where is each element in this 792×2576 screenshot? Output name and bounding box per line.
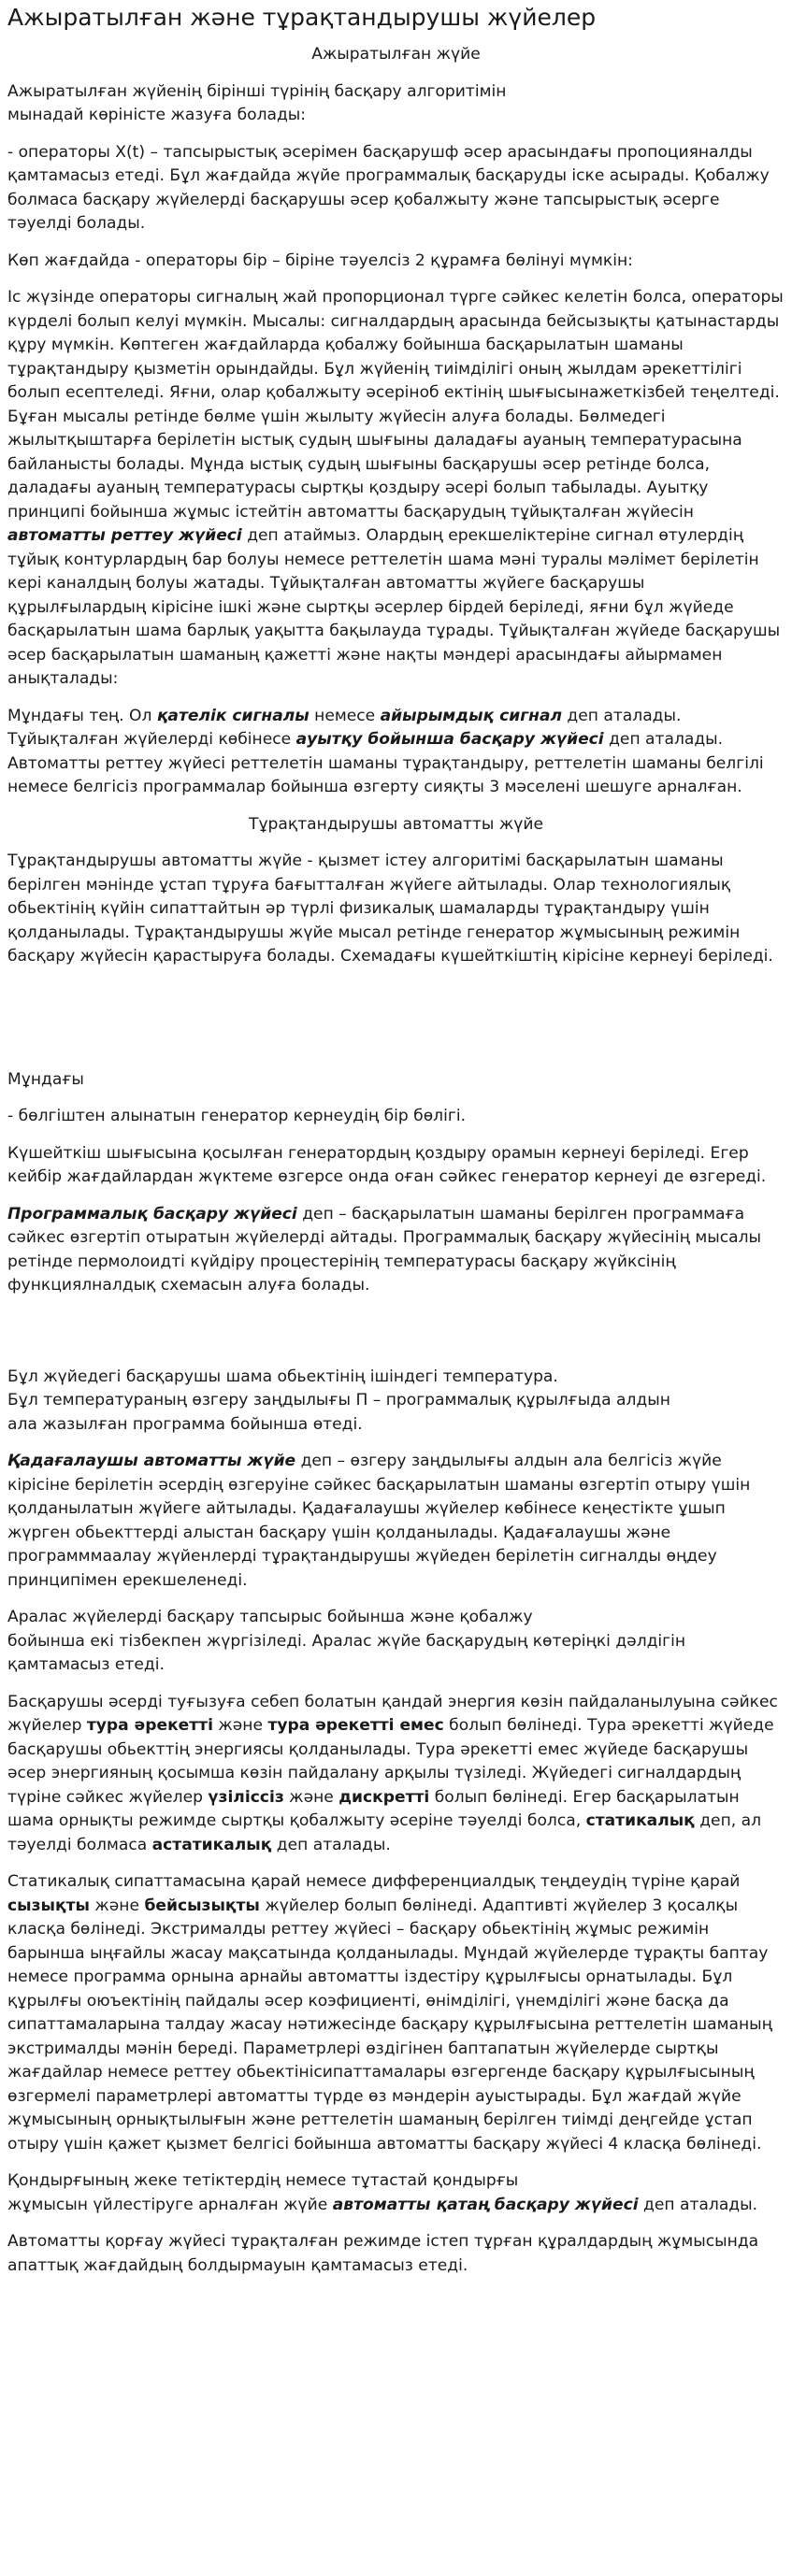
term-linear: сызықты [7, 1896, 90, 1915]
text: деп, ал тәуелді болмаса [7, 1811, 762, 1854]
text: деп аталады. Тұйықталған жүйелерді көбінесе [7, 706, 682, 749]
text: Аралас жүйелерді басқару тапсырыс бойынша және қобалжу [7, 1608, 533, 1626]
text: және [283, 1787, 339, 1807]
text: Іс жүзінде операторы сигналың жай пропорционал түрге сәйкес келетін болса, операторы күрделі болып келуі мүмкін. Мысалы: сигналдардың арасында бейсызықты қатынастарды құру мүмкін. Көптеген жағдайларда қобалжу бойынша басқарылатын шаманы тұрақтандыру қызметін орындайды. Бұл жүйенің тиімділігі оның жылдам әрекеттілігі болып есептеледі. Яғни, олар қобалжыту әсеріноб ектінің шығысынажеткізбей теңелтеді. Бұған мысалы ретінде бөлме үшін жылыту жүйесін алуға болады. Бөлмедегі жылытқыштарға берілетін ыстық судың шығыны даладағы ауаның температурасына байланысты болады. Мұнда ыстық судың шығыны басқарушы әсер ретінде болса, даладағы ауаның температурасы сыртқы қоздыру әсері болып табылады. Ауытқу принципі бойынша жұмыс істейтін автоматты басқарудың тұйықталған жүйесін [7, 288, 784, 522]
document-page [0, 4, 792, 2278]
text: деп атаймыз. Олардың ерекшеліктеріне сигнал өтулердің тұйық контурлардың бар болуы немесе реттелетін шама мәні туралы мәлімет берілетін кері каналдың болуы жатады. Тұйықталған автоматты жүйеге басқарушы құрылғылардың кірісіне ішкі және сыртқы әсерлер бірдей беріледі, яғни бұл жүйеде басқарылатын шама барлық уақытта бақылауда тұрады. Тұйықталған жүйеде басқарушы әсер басқарылатын шаманың қажетті және нақты мәндері арасындағы айырмамен анықталады: [7, 526, 781, 688]
text: Мұндағы тең. Ол [7, 706, 157, 725]
term-tracking-system: Қадағалаушы автоматты жүйе [7, 1452, 296, 1470]
text: және [212, 1716, 268, 1735]
page-title: Ажыратылған және тұрақтандырушы жүйелер [7, 4, 597, 31]
paragraph-divider: - бөлгіштен алынатын генератор кернеудің бір бөлігі. [7, 1107, 467, 1125]
paragraph-rigid-control [7, 2169, 785, 2217]
term-direct-action: тура әрекетті [86, 1716, 213, 1735]
text: ала жазылған программа бойынша өтеді. [7, 1414, 363, 1434]
text: Қондырғының жеке тетіктердің немесе тұтастай қондырғы [7, 2171, 519, 2190]
text: жүйелер болып бөлінеді. Адаптивті жүйелер 3 қосалқы класқа бөлінеді. Экстрималды реттеу жүйесі – басқару обьектінің жұмыс режимін барынша ыңғайлы жасау мақсатында қолданылады. Мұндай жүйелерде тұрақты баптау немесе программа орнына арнайы автоматты іздестіру құрылғысы орнатылады. Бұл құрылғы оюъектінің пайдалы әсер коэфициенті, өнімділігі, үнемділігі және басқа да сипаттамаларына талдау жасау нәтижесінде басқару құрылғысына реттелетін шаманың экстрималды мәнін береді. Параметрлері өздігінен баптапатын жүйелерде сыртқы жағдайлар немесе реттеу обьектінісипаттамалары өзгергенде басқару құрылғысының өзгермелі параметрлері автоматты түрде өз мәндерін ауыстырады. Бұл жағдай жүйе жұмысының орнықтылығын және реттелетін шаманың берілген тиімді деңгейде ұстап отыру үшін қажет қызмет белгісі бойынша автоматты басқару жүйесі 4 класқа бөлінеді. [7, 1896, 772, 2154]
term-continuous: үзіліссіз [208, 1787, 284, 1807]
paragraph-program-control [7, 1203, 785, 1298]
text: Бұл температураның өзгеру заңдылығы П – программалық құрылғыда алдын [7, 1391, 670, 1410]
text: Басқарушы әсерді туғызуға себеп болатын қандай энергия көзін пайдаланылуына сәйкес жүйелер [7, 1692, 778, 1735]
text: деп аталады. [271, 1835, 391, 1854]
text: Статикалық сипаттамасына қарай немесе дифференциалдық теңдеудің түріне қарай [7, 1872, 741, 1891]
paragraph-operator-x: - операторы X(t) – тапсырыстық әсерімен басқарушф әсер арасындағы пропоцияналды қамтамасыз етеді. Бұл жағдайда жүйе программалық басқаруды іске асырады. Қобалжу болмаса басқару жүйелерді басқарушы әсер қобалжыту және тапсырыстық әсерге тәуелді болады. [7, 142, 770, 233]
term-error-signal: қателік сигналы [156, 706, 310, 725]
term-indirect-action: тура әрекетті емес [267, 1716, 444, 1735]
text: болып бөлінеді. Тура әрекетті жүйеде басқарушы обьекттің энергиясы қолданылады. Тура әрекетті емес жүйеде басқарушы әсер энергияның қосымша көзін пайдалану арқылы түзіледі. Жүйедегі сигналдардың түріне сәйкес жүйелер [7, 1716, 774, 1807]
paragraph-protection: Автоматты қорғау жүйесі тұрақталған режимде істеп тұрған құралдардың жұмысында апаттық жағдайдың болдырмауын қамтамасыз етеді. [7, 2232, 759, 2275]
text: бойынша екі тізбекпен жүргізіледі. Аралас жүйе басқарудың көтеріңкі дәлдігін қамтамасыз етеді. [7, 1631, 686, 1674]
paragraph-amplifier: Күшейткіш шығысына қосылған генератордың қоздыру орамын кернеуі беріледі. Егер кейбір жағдайлардан жүктеме өзгерсе онда оған сәйкес генератор кернеуі де өзгереді. [7, 1143, 767, 1186]
paragraph-energy [7, 1691, 785, 1858]
text: болып бөлінеді. Егер басқарылатын шама орнықты режимде сыртқы қобалжыту әсеріне тәуелді болса, [7, 1787, 740, 1830]
paragraph-where: Мұндағы [7, 1069, 84, 1089]
term-astatic: астатикалық [151, 1835, 272, 1854]
term-difference-signal: айырымдық сигнал [380, 706, 562, 725]
paragraph-tracking [7, 1450, 785, 1593]
paragraph-linear [7, 1870, 785, 2156]
text: Бұл жүйедегі басқарушы шама обьектінің ішіндегі температура. [7, 1367, 558, 1386]
paragraph-open-algorithm [7, 80, 785, 128]
paragraph-mixed [7, 1606, 785, 1678]
paragraph-error-signal [7, 705, 785, 800]
term-discrete: дискретті [338, 1787, 430, 1807]
text: деп аталады. Автоматты реттеу жүйесі реттелетін шаманы тұрақтандыру, реттелетін шаманы белгілі немесе белгісіз программалар бойынша өзгерту сияқты 3 мәселені шешуге арналған. [7, 730, 764, 796]
text: Ажыратылған жүйенің бірінші түрінің басқару алгоритімін [7, 81, 507, 101]
text: мынадай көріністе жазуға болады: [7, 106, 307, 124]
text: жұмысын үйлестіруге арналған жүйе [7, 2195, 333, 2214]
term-auto-regulation: автоматты реттеу жүйесі [7, 526, 242, 545]
paragraph-temperature [7, 1366, 785, 1438]
section-heading-stabilizing: Тұрақтандырушы автоматты жүйе [249, 814, 543, 834]
term-static: статикалық [585, 1811, 695, 1830]
text: және [89, 1896, 145, 1915]
term-program-control: Программалық басқару жүйесі [7, 1204, 297, 1224]
formula-gap [7, 982, 785, 1068]
text: деп – өзгеру заңдылығы алдын ала белгісіз жүйе кірісіне берілетін әсердің өзгеруіне сәйкес басқарылатын шаманы өзгертіп отыру үшін қолданылатын жүйеге айтылады. Қадағалаушы жүйелер көбінесе кеңестікте ұшып жүрген обьекттерді алыстан басқару үшін қолданылады. Қадағалаушы және программмаалау жүйенлерді тұрақтандырушы жүйеден берілетін сигналды өңдеу принципімен ерекшеленеді. [7, 1452, 751, 1590]
paragraph-closed-loop [7, 286, 785, 692]
text: немесе [309, 706, 381, 725]
text: деп – басқарылатын шаманы берілген программаға сәйкес өзгертіп отыратын жүйелерді айтады. Программалық басқару жүйесінің мысалы ретінде пермолоидті күйдіру процестерінің температурасы басқару жүйксінің функциялналдық схемасын алуға болады. [7, 1204, 762, 1295]
text: деп аталады. [638, 2195, 758, 2214]
paragraph-stabilizing: Тұрақтандырушы автоматты жүйе - қызмет істеу алгоритімі басқарылатын шаманы берілген мәнінде ұстап тұруға бағытталған жүйеге айтылады. Олар технологиялық обьектінің күйін сипаттайтын әр түрлі физикалық шамаларды тұрақтандыру үшін қолданылады. Тұрақтандырушы жүйе мысал ретінде генератор жұмысының режимін басқару жүйесін қарастыруға болады. Схемадағы күшейткіштің кірісіне кернеуі беріледі. [7, 852, 773, 966]
term-rigid-control: автоматты қатаң басқару жүйесі [332, 2195, 639, 2214]
figure-gap [7, 1311, 785, 1366]
paragraph-operator-split: Көп жағдайда - операторы бір – біріне тәуелсіз 2 құрамға бөлінуі мүмкін: [7, 250, 633, 270]
section-heading-open-system: Ажыратылған жүйе [311, 45, 481, 64]
term-deviation-control: ауытқу бойынша басқару жүйесі [295, 730, 604, 749]
term-nonlinear: бейсызықты [144, 1896, 260, 1915]
